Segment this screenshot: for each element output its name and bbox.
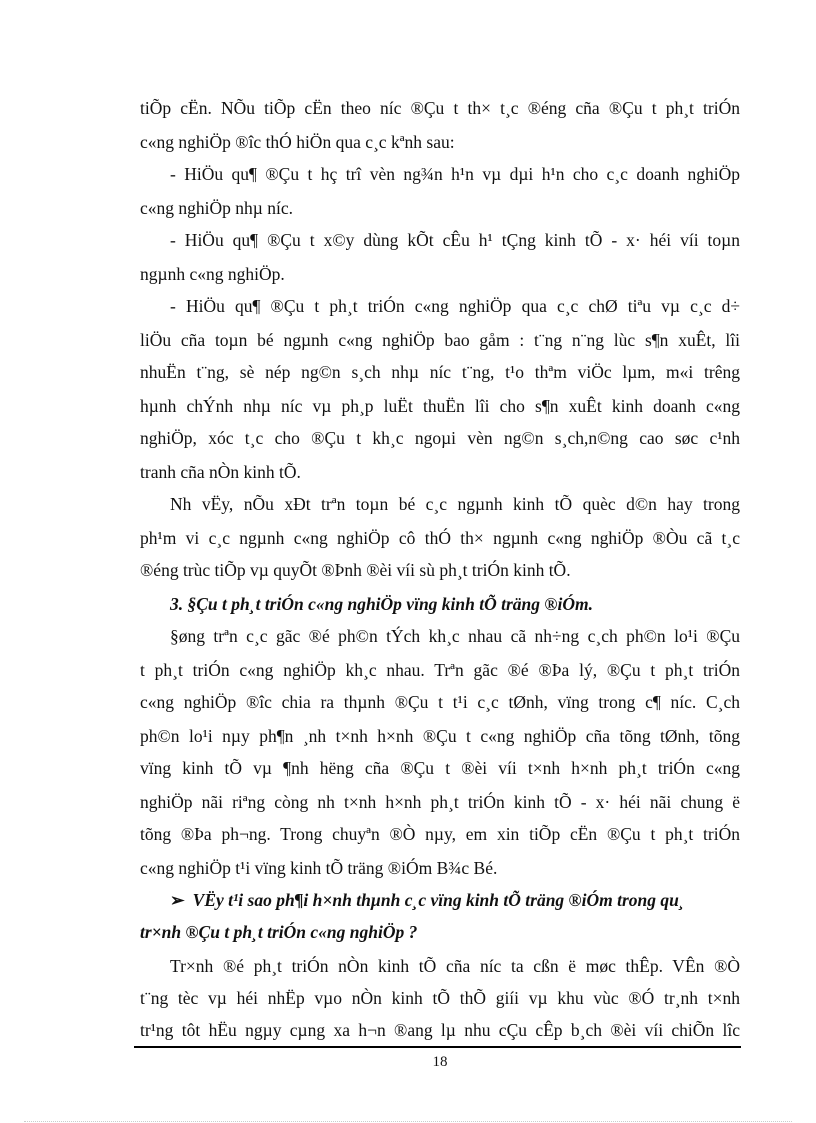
- text-line: vïng kinh tÕ vµ ¶nh hëng cña ®Çu t ®èi víi t×nh h×nh ph¸t triÓn c«ng: [140, 758, 740, 778]
- text-line: ®éng trùc tiÕp vµ quyÕt ®Þnh ®èi víi sù ph¸t triÓn kinh tÕ.: [140, 560, 571, 580]
- paragraph-start-line: Nh vËy, nÕu xÐt trªn toµn bé c¸c ngµnh kinh tÕ quèc d©n hay trong: [170, 494, 740, 514]
- question-line: [170, 888, 740, 912]
- text-line: hµnh chÝnh nhµ níc vµ ph¸p luËt thuËn lîi cho s¶n xuÊt kinh doanh c«ng: [140, 396, 740, 416]
- question-line-continued: tr×nh ®Çu t ph¸t triÓn c«ng nghiÖp ?: [140, 922, 418, 942]
- bullet-line: - HiÖu qu¶ ®Çu t ph¸t triÓn c«ng nghiÖp qua c¸c chØ tiªu vµ c¸c d÷: [170, 296, 740, 316]
- text-line: tõng ®Þa ph¬ng. Trong chuyªn ®Ò nµy, em xin tiÕp cËn ®Çu t ph¸t triÓn: [140, 824, 740, 844]
- bullet-line: - HiÖu qu¶ ®Çu t x©y dùng kÕt cÊu h¹ tÇng kinh tÕ - x· héi víi toµn: [170, 230, 740, 250]
- section-heading: 3. §Çu t ph¸t triÓn c«ng nghiÖp vïng kinh tÕ träng ®iÓm.: [170, 594, 593, 614]
- question-text: VËy t¹i sao ph¶i h×nh thµnh c¸c vïng kinh tÕ träng ®iÓm trong qu¸: [192, 890, 685, 910]
- paragraph-start-line: §øng trªn c¸c gãc ®é ph©n tÝch kh¸c nhau cã nh÷ng c¸ch ph©n lo¹i ®Çu: [170, 626, 740, 646]
- text-line: liÖu cña toµn bé ngµnh c«ng nghiÖp bao gåm : t¨ng n¨ng lùc s¶n xuÊt, lîi: [140, 330, 740, 350]
- text-line: ph¹m vi c¸c ngµnh c«ng nghiÖp cô thÓ th× ngµnh c«ng nghiÖp ®Òu cã t¸c: [140, 528, 740, 548]
- text-line: ngµnh c«ng nghiÖp.: [140, 264, 285, 284]
- page-edge-divider: [24, 1121, 792, 1122]
- text-line: c«ng nghiÖp ®îc thÓ hiÖn qua c¸c kªnh sau:: [140, 132, 455, 152]
- text-line: t¨ng tèc vµ héi nhËp vµo nÒn kinh tÕ thÕ giíi vµ khu vùc ®Ó tr¸nh t×nh: [140, 988, 740, 1008]
- text-line: nghiÖp nãi riªng còng nh t×nh h×nh ph¸t triÓn kinh tÕ - x· héi nãi chung ë: [140, 792, 740, 812]
- bullet-line: - HiÖu qu¶ ®Çu t hç trî vèn ng¾n h¹n vµ dµi h¹n cho c¸c doanh nghiÖp: [170, 164, 740, 184]
- text-line: nghiÖp, xóc t¸c cho ®Çu t kh¸c ngoµi vèn ng©n s¸ch,n©ng cao søc c¹nh: [140, 428, 740, 448]
- arrow-bullet-icon: ➢: [170, 890, 185, 910]
- text-line: c«ng nghiÖp t¹i vïng kinh tÕ träng ®iÓm B¾c Bé.: [140, 858, 498, 878]
- paragraph-start-line: Tr×nh ®é ph¸t triÓn nÒn kinh tÕ cña níc ta cßn ë møc thÊp. VÊn ®Ò: [170, 956, 740, 976]
- page-number: 18: [432, 1054, 448, 1070]
- text-line: t ph¸t triÓn c«ng nghiÖp kh¸c nhau. Trªn gãc ®é ®Þa lý, ®Çu t ph¸t triÓn: [140, 660, 740, 680]
- text-line: c«ng nghiÖp nhµ níc.: [140, 198, 293, 218]
- text-line: tiÕp cËn. NÕu tiÕp cËn theo níc ®Çu t th× t¸c ®éng cña ®Çu t ph¸t triÓn: [140, 98, 740, 118]
- text-line: c«ng nghiÖp ®îc chia ra thµnh ®Çu t t¹i c¸c tØnh, vïng trong c¶ níc. C¸ch: [140, 692, 740, 712]
- text-line: nhuËn t¨ng, sè nép ng©n s¸ch nhµ níc t¨ng, t¹o thªm viÖc lµm, m«i trêng: [140, 362, 740, 382]
- footer-rule: [134, 1046, 741, 1048]
- text-line: tranh cña nÒn kinh tÕ.: [140, 462, 301, 482]
- text-line: tr¹ng tôt hËu ngµy cµng xa h¬n ®ang lµ nhu cÇu cÊp b¸ch ®èi víi chiÕn lîc: [140, 1020, 740, 1040]
- text-line: ph©n lo¹i nµy ph¶n ¸nh t×nh h×nh ®Çu t c«ng nghiÖp cña tõng tØnh, tõng: [140, 726, 740, 746]
